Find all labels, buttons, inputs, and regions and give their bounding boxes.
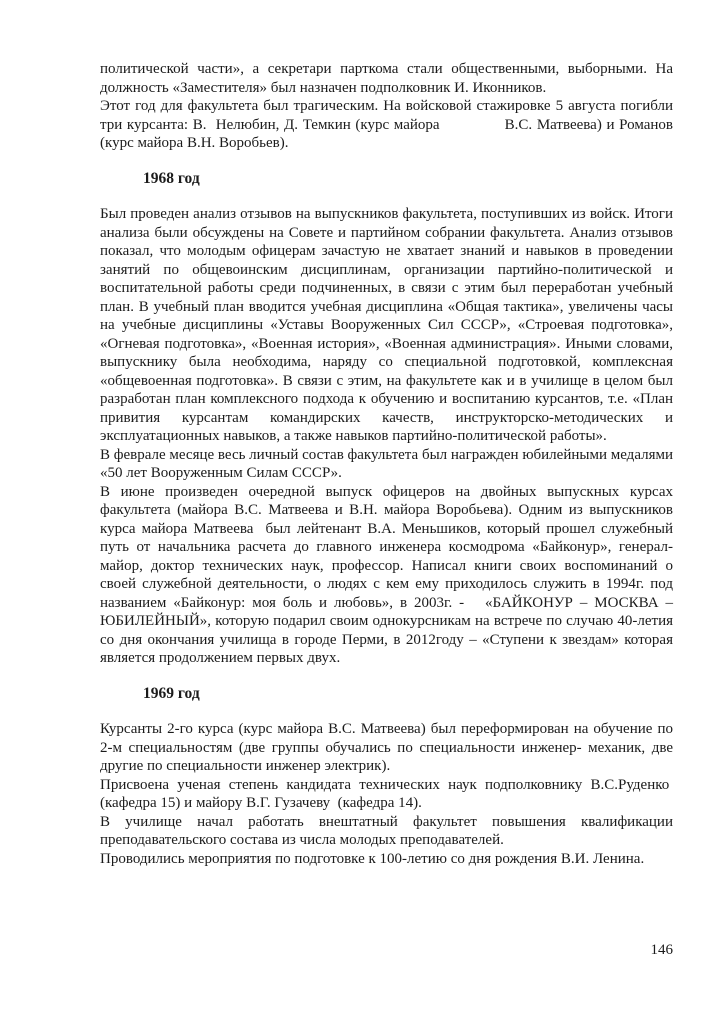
body-paragraph: Курсанты 2-го курса (курс майора В.С. Матвеева) был переформирован на обучение по 2-м специальностям (две группы обучались по специальности инженер- механик, две другие по специальности инженер электрик).	[100, 721, 673, 774]
body-paragraph: В училище начал работать внештатный факультет повышения квалификации преподавательского состава из числа молодых преподавателей.	[100, 813, 673, 848]
body-paragraph: Проводились мероприятия по подготовке к 100-летию со дня рождения В.И. Ленина.	[100, 850, 645, 867]
section-heading-1968: 1968 год	[143, 169, 200, 187]
body-paragraph: В июне произведен очередной выпуск офицеров на двойных выпускных курсах факультета (майора В.С. Матвеева и В.Н. майора Воробьева). Одним из выпускников курса майора Матвеева был лейтенант В.А. Меньшиков, который прошел служебный путь от начальника расчета до главного инженера космодрома «Байконур», генерал-майор, доктор технических наук, профессор. Написал книги своих воспоминаний о своей служебной деятельности, о людях с кем ему приходилось служить в 1994г. под названием «Байконур: моя боль и любовь», в 2003г. - «БАЙКОНУР – МОСКВА – ЮБИЛЕЙНЫЙ», которую подарил своим однокурсникам на встрече по случаю 40-летия со дня окончания училища в городе Перми, в 2012году – «Ступени к звездам» которая является продолжением первых двух.	[100, 483, 673, 666]
section-heading-1969: 1969 год	[143, 684, 200, 702]
page-number: 146	[650, 942, 673, 958]
body-paragraph: В феврале месяце весь личный состав факультета был награжден юбилейными медалями «50 лет Вооруженным Силам СССР».	[100, 446, 674, 481]
intro-paragraph: Этот год для факультета был трагическим. На войсковой стажировке 5 августа погибли три курсанта: В. Нелюбин, Д. Темкин (курс майора В.С. Матвеева) и Романов (курс майора В.Н. Воробьев).	[100, 98, 673, 151]
body-paragraph: Был проведен анализ отзывов на выпускников факультета, поступивших из войск. Итоги анализа были обсуждены на Совете и партийном собрании факультета. Анализ отзывов показал, что молодым офицерам зачастую не хватает знаний и навыков в проведении занятий по общевоинским дисциплинам, организации партийно-политической и воспитательной работы среди подчиненных, в связи с этим был переработан учебный план. В учебный план вводится учебная дисциплина «Общая тактика», увеличены часы на учебные дисциплины «Уставы Вооруженных Сил СССР», «Строевая подготовка», «Огневая подготовка», «Военная история», «Военная администрация». Иными словами, выпускнику была необходима, наряду со специальной подготовкой, комплексная «общевоенная подготовка». В связи с этим, на факультете как и в училище в целом был разработан план комплексного подхода к обучению и воспитанию курсантов, т.е. «План привития курсантам командирских качеств, инструкторско-методических и эксплуатационных навыков, а также навыков партийно-политической работы».	[100, 206, 673, 444]
body-paragraph: Присвоена ученая степень кандидата технических наук подполковнику В.С.Руденко (кафедра 15) и майору В.Г. Гузачеву (кафедра 14).	[100, 776, 673, 811]
page-content	[100, 60, 673, 868]
intro-paragraph: политической части», а секретари парткома стали общественными, выборными. На должность «Заместителя» был назначен подполковник И. Иконников.	[100, 61, 673, 96]
